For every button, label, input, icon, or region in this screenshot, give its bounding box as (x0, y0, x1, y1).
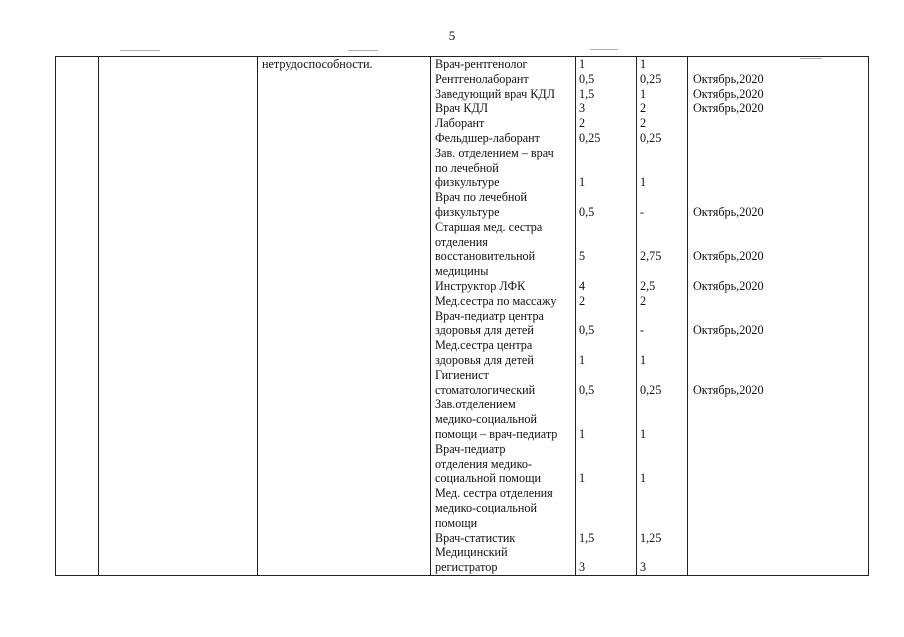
scan-speck (590, 49, 618, 50)
date-list (688, 57, 868, 575)
table-cell-col1 (56, 57, 99, 576)
actual-value (637, 368, 687, 383)
date-value (688, 471, 868, 486)
date-value (688, 190, 868, 205)
planned-value (576, 338, 636, 353)
planned-value (576, 516, 636, 531)
position-line: восстановительной (435, 249, 536, 264)
planned-value (576, 146, 636, 161)
actual-value: 1 (640, 471, 647, 486)
planned-value: 1 (579, 352, 586, 367)
planned-value (576, 368, 636, 383)
actual-value (637, 161, 687, 176)
table-row (56, 57, 869, 576)
actual-value (637, 190, 687, 205)
actual-value: 1 (640, 175, 647, 190)
position-line: Лаборант (435, 116, 485, 131)
position-line: Мед.сестра центра (435, 338, 533, 353)
date-value (688, 531, 868, 546)
actual-value: 2,5 (640, 278, 656, 293)
actual-value (637, 412, 687, 427)
position-line: регистратор (435, 560, 498, 575)
actual-value: 1 (640, 426, 647, 441)
actual-list (637, 57, 687, 575)
planned-value (576, 397, 636, 412)
actual-value (637, 397, 687, 412)
date-value: Октябрь,2020 (693, 71, 764, 86)
planned-value: 0,5 (579, 71, 595, 86)
planned-value: 1 (579, 426, 586, 441)
date-value (688, 560, 868, 575)
position-line: Врач по лечебной (435, 190, 528, 205)
actual-value (637, 338, 687, 353)
position-line: Мед. сестра отделения (435, 486, 553, 501)
position-line: Врач КДЛ (435, 101, 489, 116)
actual-value (637, 486, 687, 501)
position-line: Гигиенист (435, 367, 489, 382)
measure-text (258, 57, 430, 72)
table-cell-col2 (99, 57, 258, 576)
planned-value (576, 264, 636, 279)
date-value: Октябрь,2020 (693, 382, 764, 397)
actual-value: 1 (640, 352, 647, 367)
table-cell-measure (258, 57, 431, 576)
planned-value: 3 (579, 560, 586, 575)
planned-value: 5 (579, 249, 586, 264)
date-value (688, 175, 868, 190)
date-value: Октябрь,2020 (693, 249, 764, 264)
position-line: Старшая мед. сестра (435, 219, 543, 234)
planned-value (576, 486, 636, 501)
planned-value: 1 (579, 471, 586, 486)
date-value (688, 131, 868, 146)
position-line: Медицинский (435, 545, 508, 560)
planned-value: 3 (579, 101, 586, 116)
planned-value (576, 190, 636, 205)
planned-value (576, 235, 636, 250)
position-line: стоматологический (435, 382, 536, 397)
table-cell-planned (576, 57, 637, 576)
position-line: Зав.отделением (435, 397, 516, 412)
planned-value (576, 412, 636, 427)
date-value (688, 57, 868, 72)
position-line: Врач-педиатр центра (435, 308, 544, 323)
planned-value: 1,5 (579, 530, 595, 545)
actual-value (637, 501, 687, 516)
planned-value: 0,5 (579, 204, 595, 219)
actual-value (637, 442, 687, 457)
date-value: Октябрь,2020 (693, 204, 764, 219)
actual-value (637, 146, 687, 161)
planned-value: 2 (579, 293, 586, 308)
staffing-table (55, 56, 869, 576)
date-value (688, 457, 868, 472)
position-line: помощи (435, 515, 478, 530)
actual-value: 2 (640, 116, 647, 131)
actual-value (637, 235, 687, 250)
planned-list (576, 57, 636, 575)
position-line: Фельдшер-лаборант (435, 130, 540, 145)
date-value: Октябрь,2020 (693, 86, 764, 101)
planned-value: 0,25 (579, 130, 601, 145)
date-value (688, 338, 868, 353)
position-line: отделения медико- (435, 456, 533, 471)
date-value (688, 161, 868, 176)
planned-value (576, 309, 636, 324)
actual-value (637, 457, 687, 472)
table-cell-actual (637, 57, 688, 576)
date-value (688, 309, 868, 324)
date-value (688, 264, 868, 279)
planned-value: 2 (579, 116, 586, 131)
position-line: помощи – врач-педиатр (435, 426, 558, 441)
date-value: Октябрь,2020 (693, 323, 764, 338)
planned-value: 1 (579, 175, 586, 190)
position-line: Заведующий врач КДЛ (435, 86, 555, 101)
actual-value (637, 220, 687, 235)
date-value (688, 368, 868, 383)
date-value: Октябрь,2020 (693, 278, 764, 293)
actual-value (637, 516, 687, 531)
planned-value: 0,5 (579, 323, 595, 338)
date-value (688, 501, 868, 516)
actual-value: - (640, 204, 645, 219)
actual-value: 1 (640, 86, 647, 101)
date-value (688, 235, 868, 250)
planned-value (576, 442, 636, 457)
actual-value: 1,25 (640, 530, 662, 545)
position-line: Врач-статистик (435, 530, 516, 545)
planned-value: 1 (579, 57, 586, 71)
planned-value: 1,5 (579, 86, 595, 101)
planned-value (576, 161, 636, 176)
scan-speck (348, 50, 378, 51)
date-value (688, 353, 868, 368)
table-cell-positions (431, 57, 576, 576)
measure-line: нетрудоспособности. (262, 57, 373, 71)
planned-value (576, 220, 636, 235)
position-list (431, 57, 575, 575)
position-line: медико-социальной (435, 500, 537, 515)
date-value (688, 545, 868, 560)
date-value (688, 442, 868, 457)
planned-value: 4 (579, 278, 586, 293)
position-line: медико-социальной (435, 412, 537, 427)
actual-value: 0,25 (640, 382, 662, 397)
date-value (688, 486, 868, 501)
position-line: физкультуре (435, 175, 500, 190)
planned-value (576, 457, 636, 472)
table-cell-dates (688, 57, 869, 576)
actual-value (637, 545, 687, 560)
date-value (688, 220, 868, 235)
actual-value: 2,75 (640, 249, 662, 264)
actual-value (637, 264, 687, 279)
date-value (688, 146, 868, 161)
position-line: Врач-рентгенолог (435, 57, 528, 71)
position-line: по лечебной (435, 160, 499, 175)
actual-value: 0,25 (640, 130, 662, 145)
actual-value: 0,25 (640, 71, 662, 86)
actual-value: 2 (640, 293, 647, 308)
position-line: Мед.сестра по массажу (435, 293, 557, 308)
actual-value (637, 309, 687, 324)
scan-speck (120, 50, 160, 51)
date-value (688, 427, 868, 442)
actual-value: 1 (640, 57, 647, 71)
date-value (688, 516, 868, 531)
position-line: Врач-педиатр (435, 441, 506, 456)
position-line: здоровья для детей (435, 323, 534, 338)
planned-value: 0,5 (579, 382, 595, 397)
date-value: Октябрь,2020 (693, 101, 764, 116)
position-line: социальной помощи (435, 471, 541, 486)
position-line: медицины (435, 264, 489, 279)
position-line: Зав. отделением – врач (435, 145, 554, 160)
date-value (688, 412, 868, 427)
date-value (688, 294, 868, 309)
position-line: Рентгенолаборант (435, 71, 529, 86)
position-line: отделения (435, 234, 488, 249)
planned-value (576, 501, 636, 516)
date-value (688, 397, 868, 412)
page-number: 5 (448, 28, 456, 43)
actual-value: 3 (640, 560, 647, 575)
date-value (688, 116, 868, 131)
actual-value: - (640, 323, 645, 338)
position-line: физкультуре (435, 204, 500, 219)
planned-value (576, 545, 636, 560)
position-line: здоровья для детей (435, 352, 534, 367)
actual-value: 2 (640, 101, 647, 116)
position-line: Инструктор ЛФК (435, 278, 526, 293)
